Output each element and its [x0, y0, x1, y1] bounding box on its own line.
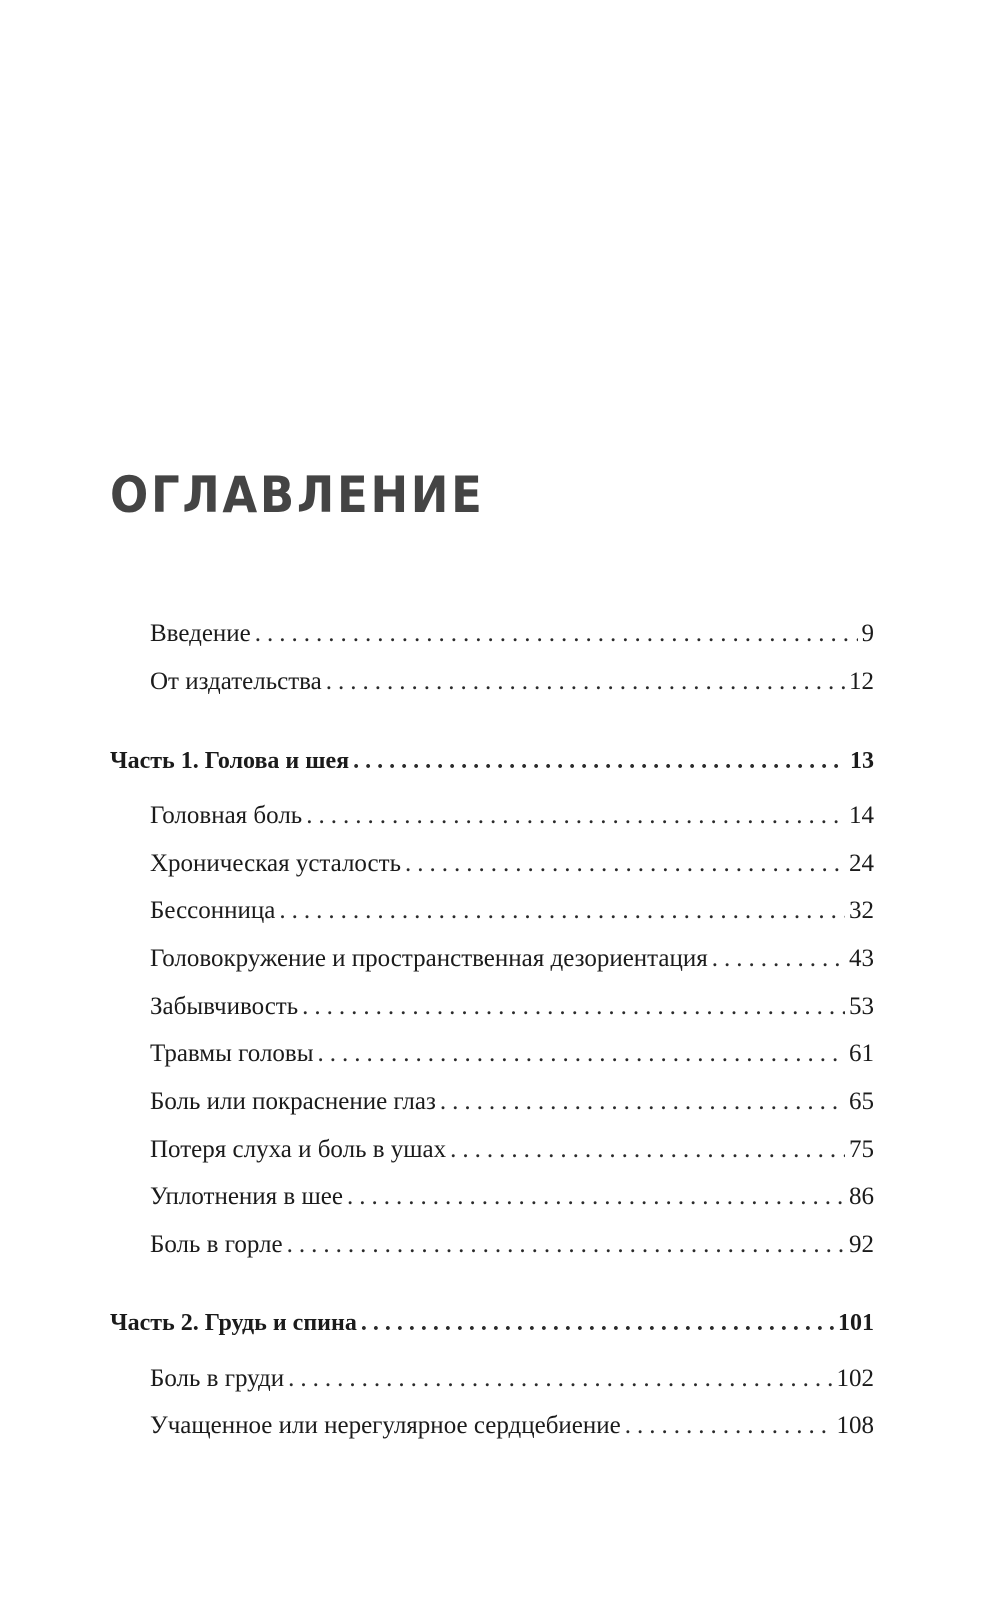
- toc-entry-page: 32: [849, 897, 874, 924]
- toc-entry-page: 108: [836, 1412, 874, 1439]
- dot-leader: [287, 1225, 845, 1265]
- toc-entry-page: 14: [849, 802, 874, 829]
- toc-entry-page: 102: [836, 1365, 874, 1392]
- dot-leader: [712, 939, 845, 979]
- toc-entry-page: 61: [849, 1040, 874, 1067]
- toc-entry[interactable]: [150, 844, 874, 884]
- dot-leader: [440, 1082, 845, 1122]
- toc-part-2[interactable]: [110, 1303, 874, 1343]
- toc-entry[interactable]: [150, 796, 874, 836]
- toc-entry-title: Боль или покраснение глаз: [150, 1088, 436, 1115]
- page-title: ОГЛАВЛЕНИЕ: [110, 466, 485, 524]
- dot-leader: [302, 987, 845, 1027]
- toc-entry[interactable]: [150, 1359, 874, 1399]
- toc-entry[interactable]: [150, 1130, 874, 1170]
- toc-entry[interactable]: [150, 891, 874, 931]
- dot-leader: [450, 1130, 845, 1170]
- toc-entry-title: Потеря слуха и боль в ушах: [150, 1136, 447, 1163]
- toc-part-page: 13: [850, 748, 874, 774]
- toc-entry-page: 9: [861, 620, 874, 647]
- toc-part-page: 101: [838, 1310, 874, 1336]
- toc-entry-page: 75: [849, 1136, 874, 1163]
- toc-entry-from-publisher[interactable]: [150, 662, 874, 702]
- toc-entry-title: Травмы головы: [150, 1040, 314, 1067]
- toc-entry[interactable]: [150, 1082, 874, 1122]
- dot-leader: [361, 1303, 834, 1343]
- toc-entry-page: 92: [849, 1231, 874, 1258]
- dot-leader: [347, 1177, 845, 1217]
- dot-leader: [405, 844, 845, 884]
- dot-leader: [625, 1406, 833, 1446]
- toc-entry-title: Забывчивость: [150, 993, 299, 1020]
- toc-entry[interactable]: [150, 1034, 874, 1074]
- toc-entry[interactable]: [150, 1406, 874, 1446]
- dot-leader: [353, 741, 846, 781]
- toc-entry-page: 12: [849, 668, 874, 695]
- toc-entry-title: Введение: [150, 620, 251, 647]
- dot-leader: [326, 662, 845, 702]
- toc-entry-title: Боль в горле: [150, 1231, 283, 1258]
- toc-part-title: Часть 1. Голова и шея: [110, 748, 350, 774]
- toc-entry-title: Головная боль: [150, 802, 303, 829]
- toc-entry[interactable]: [150, 939, 874, 979]
- toc-entry-page: 65: [849, 1088, 874, 1115]
- toc-entry-title: Боль в груди: [150, 1365, 285, 1392]
- toc-entry[interactable]: [150, 987, 874, 1027]
- toc-entry-page: 24: [849, 850, 874, 877]
- toc-entry-page: 53: [849, 993, 874, 1020]
- dot-leader: [255, 614, 858, 654]
- dot-leader: [318, 1034, 845, 1074]
- toc-entry[interactable]: [150, 1225, 874, 1265]
- toc-entry-page: 43: [849, 945, 874, 972]
- dot-leader: [288, 1359, 832, 1399]
- toc-entry-title: Хроническая усталость: [150, 850, 401, 877]
- toc-entry-title: Уплотнения в шее: [150, 1183, 343, 1210]
- toc-entry-title: Учащенное или нерегулярное сердцебиение: [150, 1412, 621, 1439]
- toc-entry[interactable]: [150, 1177, 874, 1217]
- toc-part-1[interactable]: [110, 741, 874, 781]
- toc-entry-title: Головокружение и пространственная дезориентация: [150, 945, 708, 972]
- toc-entry-title: Бессонница: [150, 897, 276, 924]
- toc-entry-page: 86: [849, 1183, 874, 1210]
- toc-part-title: Часть 2. Грудь и спина: [110, 1310, 357, 1336]
- dot-leader: [306, 796, 845, 836]
- toc-entry-title: От издательства: [150, 668, 322, 695]
- dot-leader: [279, 891, 845, 931]
- toc-entry-introduction[interactable]: [150, 614, 874, 654]
